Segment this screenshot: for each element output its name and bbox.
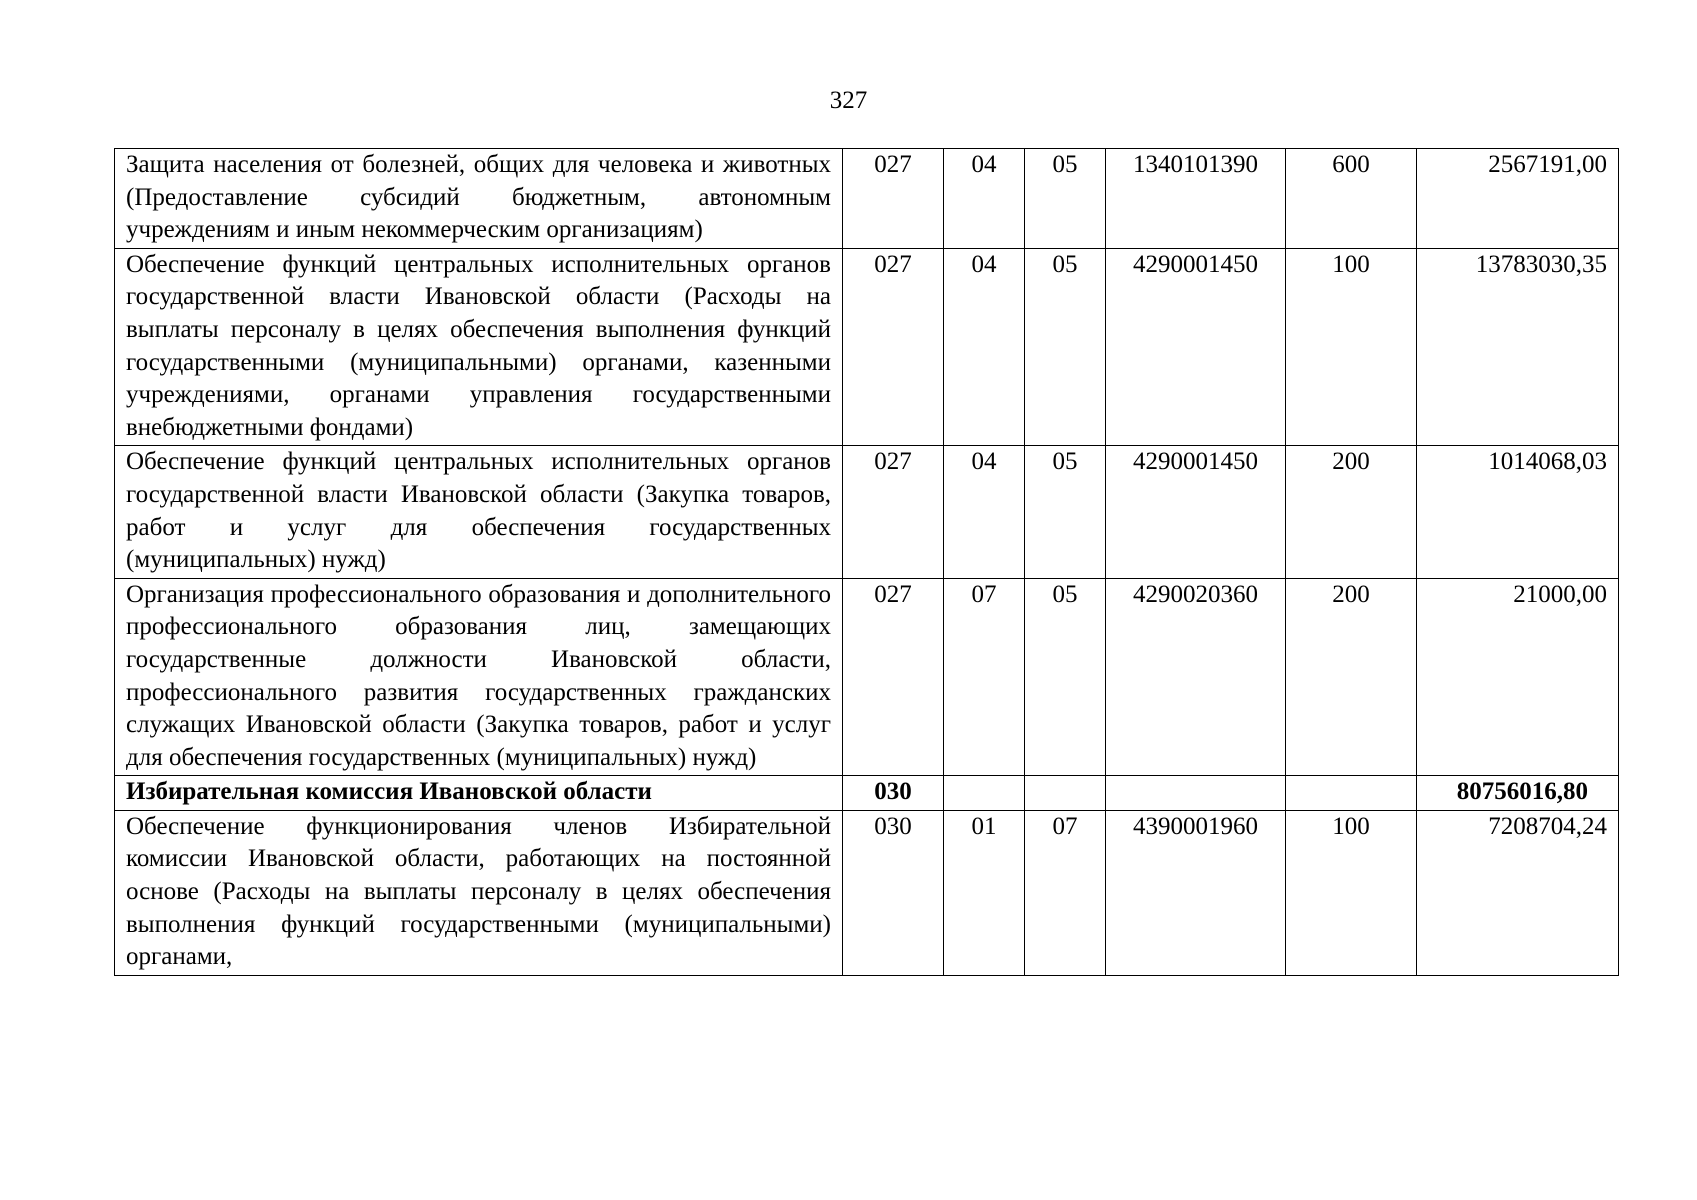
expense-name: Обеспечение функционирования членов Избирательной комиссии Ивановской области, работающих на постоянной основе (Расходы на выплаты персоналу в целях обеспечения выполнения функций государственными (муниципальными) органами, xyxy=(115,810,843,975)
expense-type-code: 100 xyxy=(1286,248,1417,446)
table-row xyxy=(115,248,1619,446)
ministry-code: 030 xyxy=(843,776,944,811)
expense-name: Обеспечение функций центральных исполнительных органов государственной власти Ивановской области (Расходы на выплаты персоналу в целях обеспечения выполнения функций государственными (муниципальными) органами, казенными учреждениями, органами управления государственными внебюджетными фондами) xyxy=(115,248,843,446)
ministry-code: 027 xyxy=(843,149,944,249)
section-code xyxy=(944,776,1025,811)
expense-name: Избирательная комиссия Ивановской области xyxy=(115,776,843,811)
section-code: 04 xyxy=(944,149,1025,249)
subsection-code: 05 xyxy=(1025,248,1106,446)
target-article-code: 4290020360 xyxy=(1106,578,1286,776)
table-row xyxy=(115,810,1619,975)
section-code: 04 xyxy=(944,248,1025,446)
expense-type-code: 200 xyxy=(1286,578,1417,776)
amount: 1014068,03 xyxy=(1417,446,1619,578)
section-code: 01 xyxy=(944,810,1025,975)
subsection-code: 05 xyxy=(1025,578,1106,776)
amount: 7208704,24 xyxy=(1417,810,1619,975)
amount: 80756016,80 xyxy=(1417,776,1619,811)
amount: 2567191,00 xyxy=(1417,149,1619,249)
ministry-code: 027 xyxy=(843,446,944,578)
expense-type-code: 100 xyxy=(1286,810,1417,975)
target-article-code: 4290001450 xyxy=(1106,248,1286,446)
ministry-code: 027 xyxy=(843,578,944,776)
expense-name: Защита населения от болезней, общих для человека и животных (Предоставление субсидий бюджетным, автономным учреждениям и иным некоммерческим организациям) xyxy=(115,149,843,249)
budget-table xyxy=(114,148,1619,976)
subsection-code xyxy=(1025,776,1106,811)
expense-type-code: 600 xyxy=(1286,149,1417,249)
subsection-code: 05 xyxy=(1025,149,1106,249)
table-row xyxy=(115,149,1619,249)
subsection-code: 05 xyxy=(1025,446,1106,578)
target-article-code: 4290001450 xyxy=(1106,446,1286,578)
section-code: 04 xyxy=(944,446,1025,578)
ministry-code: 027 xyxy=(843,248,944,446)
expense-name: Обеспечение функций центральных исполнительных органов государственной власти Ивановской области (Закупка товаров, работ и услуг для обеспечения государственных (муниципальных) нужд) xyxy=(115,446,843,578)
table-row xyxy=(115,446,1619,578)
table-row-group-header xyxy=(115,776,1619,811)
amount: 13783030,35 xyxy=(1417,248,1619,446)
target-article-code: 4390001960 xyxy=(1106,810,1286,975)
expense-type-code xyxy=(1286,776,1417,811)
subsection-code: 07 xyxy=(1025,810,1106,975)
amount: 21000,00 xyxy=(1417,578,1619,776)
target-article-code: 1340101390 xyxy=(1106,149,1286,249)
ministry-code: 030 xyxy=(843,810,944,975)
page-number: 327 xyxy=(829,87,868,114)
expense-type-code: 200 xyxy=(1286,446,1417,578)
section-code: 07 xyxy=(944,578,1025,776)
expense-name: Организация профессионального образования и дополнительного профессионального образования лиц, замещающих государственные должности Ивановской области, профессионального развития государственных гражданских служащих Ивановской области (Закупка товаров, работ и услуг для обеспечения государственных (муниципальных) нужд) xyxy=(115,578,843,776)
target-article-code xyxy=(1106,776,1286,811)
table-row xyxy=(115,578,1619,776)
